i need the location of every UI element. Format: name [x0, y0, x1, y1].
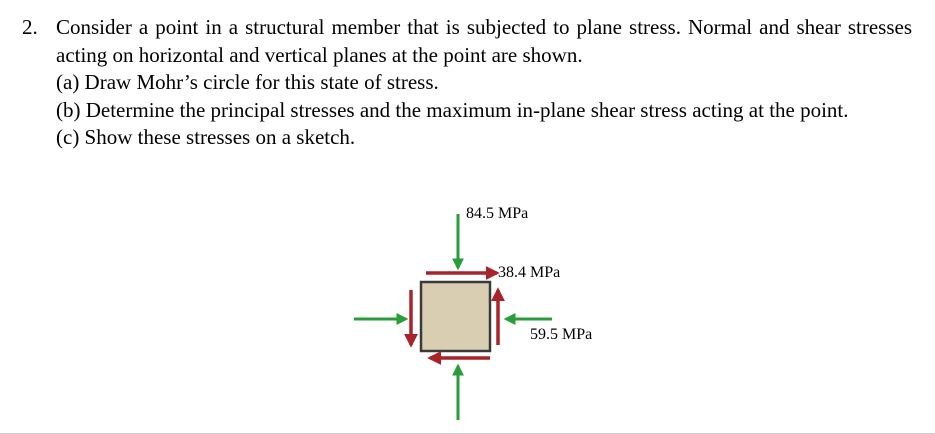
part-b: (b) Determine the principal stresses and the maximum in-plane shear stress acting at the point. [56, 97, 849, 122]
problem-body [56, 14, 912, 152]
stress-element-diagram [340, 198, 640, 428]
problem-statement: Consider a point in a structural member that is subjected to plane stress. Normal and shear stresses acting on horizontal and vertical planes at the point are shown. [56, 15, 912, 67]
label-59-5-mpa: 59.5 MPa [530, 326, 593, 343]
part-a: (a) Draw Mohr’s circle for this state of stress. [56, 70, 439, 94]
stress-element [421, 282, 490, 351]
problem-2 [22, 14, 912, 152]
part-c: (c) Show these stresses on a sketch. [56, 125, 356, 149]
problem-number: 2. [22, 15, 38, 39]
stress-element-figure [340, 198, 640, 428]
label-84-5-mpa: 84.5 MPa [466, 205, 529, 222]
label-38-4-mpa: 38.4 MPa [498, 264, 561, 281]
